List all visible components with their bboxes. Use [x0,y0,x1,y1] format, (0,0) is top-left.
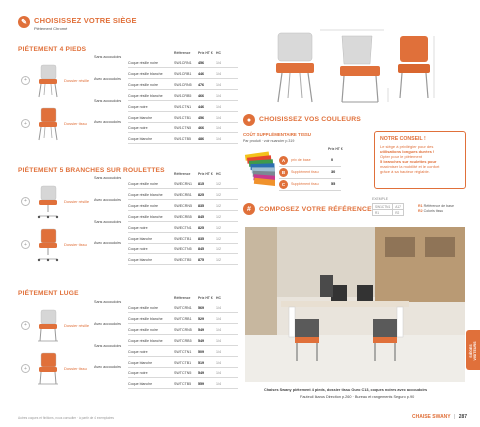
row-description: Coque résille noire [128,203,158,208]
row-reference: SW1CRN5 [174,82,192,87]
row-price: 875 [198,258,204,263]
table-row [128,81,238,90]
column-header: Référence [174,51,191,55]
photo-caption-line-1: Chaises Swany piètement 4 pieds, dossier tissu Ouro C13, coques noires avec accoudoirs [264,388,428,392]
table-row [128,245,238,254]
footer-note: Autres coques et finitions, nous consulter · à partir de 4 exemplaires [18,416,115,420]
row-hc: 1/4 [216,104,221,109]
color-row-divider [279,178,341,179]
row-description: Coque noire [128,126,148,131]
table-row [128,348,238,357]
row-reference: SW1CRB5 [174,93,192,98]
variant-number-badge: + [21,197,30,206]
table-row [128,191,238,200]
chair-side-illustration [340,36,380,102]
row-price: 466 [198,126,204,131]
reference-legend [418,204,454,214]
ref-example-color: A17 [393,204,404,210]
row-price: 835 [198,236,204,241]
accoudoirs-label: Avec accoudoirs [94,321,121,326]
row-description: Coque résille blanche [128,214,163,219]
table-row [128,235,238,244]
page-title: CHOISISSEZ VOTRE SIÈGE [34,16,137,25]
row-price: 825 [198,225,204,230]
chair-thumbnail [34,227,62,263]
row-description: Coque résille noire [128,82,158,87]
row-description: Coque blanche [128,360,153,365]
row-price: 466 [198,93,204,98]
row-hc: 1/4 [216,327,221,332]
row-hc: 1/4 [216,82,221,87]
row-reference: SWTCRB5 [174,338,192,343]
row-reference: SW1CRN1 [174,61,192,65]
column-header: Prix HT € [198,296,213,300]
color-category-badge: C [279,180,288,189]
row-price: 486 [198,137,204,142]
variant-number-badge: + [21,76,30,85]
table-row [128,103,238,112]
color-category-label: Supplément tissu [291,182,319,186]
row-reference: SWECRB1 [174,192,192,197]
advice-line-1: Le siège à privilégier pour des [380,144,434,149]
row-description: Coque résille noire [128,306,158,310]
table-row [128,304,238,313]
advice-line-3: Opter pour le piètement [380,154,423,159]
section-title-luge: PIÉTEMENT LUGE [18,290,79,297]
dossier-label: Dossier tissu [64,366,87,372]
row-reference: SW1CTN5 [174,126,192,131]
dossier-label: Dossier résille [64,198,90,204]
advice-line-4: 5 branches sur roulettes pour [380,159,437,164]
table-row [128,59,238,68]
row-reference: SWECRB5 [174,214,192,219]
row-price: 845 [198,247,204,252]
column-header: Référence [174,296,191,300]
advice-line-6: grâce à sa hauteur réglable. [380,169,430,174]
row-reference: SWECRN1 [174,182,192,186]
reference-badge [243,203,255,215]
accoudoirs-label: Sans accoudoirs [94,176,122,180]
table-row [128,224,238,233]
accoudoirs-label: Sans accoudoirs [94,98,122,103]
row-price: 835 [198,203,204,208]
row-reference: SWTCRB1 [174,316,192,321]
section-title-5branches: PIÉTEMENT 5 BRANCHES SUR ROULETTES [18,167,165,174]
row-price: 549 [198,371,204,376]
row-price: 559 [198,382,204,387]
row-reference: SWTCRN5 [174,327,192,332]
row-description: Coque résille blanche [128,71,163,76]
row-hc: 1/4 [216,137,221,142]
accoudoirs-label: Avec accoudoirs [94,365,121,370]
page-number: 287 [458,414,468,420]
color-category-price: 30 [331,170,336,174]
column-header: Prix HT € [198,51,213,55]
row-price: 456 [198,115,204,120]
table-luge-header [174,296,226,300]
accoudoirs-label: Avec accoudoirs [94,241,121,246]
table-5branches-header [174,172,226,176]
accoudoirs-label: Sans accoudoirs [94,343,122,348]
key-icon: # [247,205,251,213]
row-price: 549 [198,327,204,332]
chair-thumbnail [34,308,62,344]
advice-box [374,131,466,189]
chair-thumbnail [34,351,62,387]
table-row [128,326,238,335]
row-hc: 1/4 [216,71,221,76]
chair-front-illustration [276,33,314,102]
office-photo [245,227,465,382]
row-reference: SW1CTB5 [174,137,191,142]
row-reference: SWTCRN1 [174,306,192,310]
table-row [128,380,238,389]
color-category-label: Supplément tissu [291,170,319,174]
color-category-label: prix de base [291,158,311,162]
variant-number-badge: + [21,240,30,249]
reference-title: COMPOSEZ VOTRE RÉFÉRENCE [259,206,372,213]
table-row [128,202,238,211]
row-reference: SWECRN5 [174,203,192,208]
accoudoirs-label: Avec accoudoirs [94,120,121,125]
dossier-label: Dossier résille [64,322,90,328]
accoudoirs-label: Sans accoudoirs [94,219,122,224]
row-hc: 1/4 [216,61,221,65]
row-description: Coque résille blanche [128,192,163,197]
colors-title: CHOISISSEZ VOS COULEURS [259,116,362,123]
row-price: 509 [198,349,204,354]
row-reference: SWTCTB1 [174,360,192,365]
row-hc: 1/4 [216,349,221,354]
page-subtitle: Piètement Chromé [34,26,68,31]
row-description: Coque résille blanche [128,338,163,343]
colors-badge [243,114,255,126]
variant-number-badge: + [21,364,30,373]
table-row [128,213,238,222]
footer-brand: CHAISE SWANY | 287 [412,414,468,420]
row-price: 549 [198,338,204,343]
row-hc: 1/2 [216,214,221,219]
dossier-label: Dossier résille [64,77,90,83]
side-tab-label: SIÈGES VISITEURS [469,341,477,361]
table-row [128,92,238,101]
row-description: Coque blanche [128,137,153,142]
column-header: Prix HT € [198,172,213,176]
dossier-label: Dossier tissu [64,121,87,127]
footer-brand-a: CHAISE [412,414,431,420]
row-price: 529 [198,316,204,321]
footer-brand-b: SWANY [432,414,451,420]
color-category-price: 0 [331,158,334,162]
row-reference: SWECTN5 [174,247,192,252]
row-hc: 1/4 [216,126,221,131]
row-hc: 1/2 [216,182,221,186]
row-price: 476 [198,82,204,87]
table-row [128,135,238,144]
row-price: 825 [198,192,204,197]
advice-line-2: utilisations longues durées ! [380,149,435,154]
row-hc: 1/4 [216,306,221,310]
accoudoirs-label: Avec accoudoirs [94,76,121,81]
color-category-badge: A [279,156,288,165]
legend-item-1: R1 Référence de base [418,204,454,208]
table-row [128,369,238,378]
row-price: 569 [198,306,204,310]
row-hc: 1/4 [216,371,221,376]
row-price: 519 [198,360,204,365]
chair-icon: ✎ [21,19,27,26]
row-description: Coque résille noire [128,327,158,332]
row-hc: 1/2 [216,192,221,197]
row-hc: 1/2 [216,236,221,241]
table-row [128,337,238,346]
row-description: Coque noire [128,349,148,354]
table-row [128,114,238,123]
row-reference: SWTCTB5 [174,382,192,387]
table-row [128,315,238,324]
row-hc: 1/2 [216,258,221,263]
row-reference: SWECTN1 [174,225,192,230]
section-number-badge [18,16,30,28]
chair-dimension-diagram [260,28,440,108]
row-price: 446 [198,71,204,76]
table-row [128,124,238,133]
row-description: Coque noire [128,247,148,252]
row-price: 456 [198,61,204,65]
row-description: Coque résille noire [128,61,158,65]
column-header: Référence [174,172,191,176]
ref-part-2: R2 [393,210,404,216]
row-reference: SW1CTB1 [174,115,191,120]
colors-desc: Par produit · voir nuancier p.319 [243,139,295,143]
row-hc: 1/2 [216,247,221,252]
row-hc: 1/4 [216,93,221,98]
row-description: Coque résille noire [128,182,158,186]
color-category-badge: B [279,168,288,177]
table-row [128,359,238,368]
reference-example-label: EXEMPLE [372,197,389,201]
fabric-swatches [243,149,275,189]
chair-thumbnail [34,184,62,220]
row-hc: 1/4 [216,338,221,343]
photo-caption-line-2: Fauteuil Ikarus Direction p.260 · Bureau et rangements Seguro p.90 [300,395,415,399]
accoudoirs-label: Sans accoudoirs [94,300,122,304]
row-hc: 1/4 [216,360,221,365]
row-reference: SWTCTN5 [174,371,192,376]
row-description: Coque résille blanche [128,93,163,98]
row-reference: SW1CRB1 [174,71,192,76]
row-price: 446 [198,104,204,109]
row-hc: 1/4 [216,382,221,387]
row-description: Coque blanche [128,258,153,263]
row-hc: 1/4 [216,115,221,120]
row-hc: 1/2 [216,225,221,230]
variant-number-badge: + [21,321,30,330]
advice-title: NOTRE CONSEIL ! [380,136,426,142]
column-header: HC [216,296,221,300]
row-reference: SW1CTN1 [174,104,192,109]
row-hc: 1/4 [216,316,221,321]
table-4pieds-header [174,51,226,55]
row-description: Coque noire [128,225,148,230]
column-header: HC [216,172,221,176]
colors-price-header: Prix HT € [328,147,343,151]
color-row-divider [279,166,341,167]
reference-example-table [372,203,404,216]
color-row-divider [279,190,341,191]
row-reference: SWECTB1 [174,236,192,241]
accoudoirs-label: Avec accoudoirs [94,197,121,202]
accoudoirs-label: Sans accoudoirs [94,55,122,59]
ref-example-code: SW1CTN1 [373,204,393,210]
legend-item-2: R2 Coloris tissu [418,209,444,213]
row-reference: SWECTB5 [174,258,192,263]
variant-number-badge: + [21,119,30,128]
table-row [128,70,238,79]
colors-subtitle: COÛT SUPPLÉMENTAIRE TISSU [243,132,311,137]
chair-thumbnail [34,106,62,142]
ref-part-1: R1 [373,210,393,216]
palette-icon: ● [246,116,252,124]
table-row [128,256,238,265]
color-category-price: 55 [331,182,336,186]
row-price: 845 [198,214,204,219]
row-description: Coque résille blanche [128,316,163,321]
column-header: HC [216,51,221,55]
row-reference: SWTCTN1 [174,349,192,354]
advice-line-5: maximiser la mobilité et le confort [380,164,440,169]
dossier-label: Dossier tissu [64,242,87,248]
table-row [128,180,238,189]
row-description: Coque noire [128,104,148,109]
row-description: Coque blanche [128,382,153,387]
chair-thumbnail [34,63,62,99]
row-price: 815 [198,182,204,186]
section-title-4pieds: PIÉTEMENT 4 PIEDS [18,46,87,53]
row-description: Coque blanche [128,236,153,241]
row-description: Coque blanche [128,115,153,120]
row-description: Coque noire [128,371,148,376]
row-hc: 1/2 [216,203,221,208]
